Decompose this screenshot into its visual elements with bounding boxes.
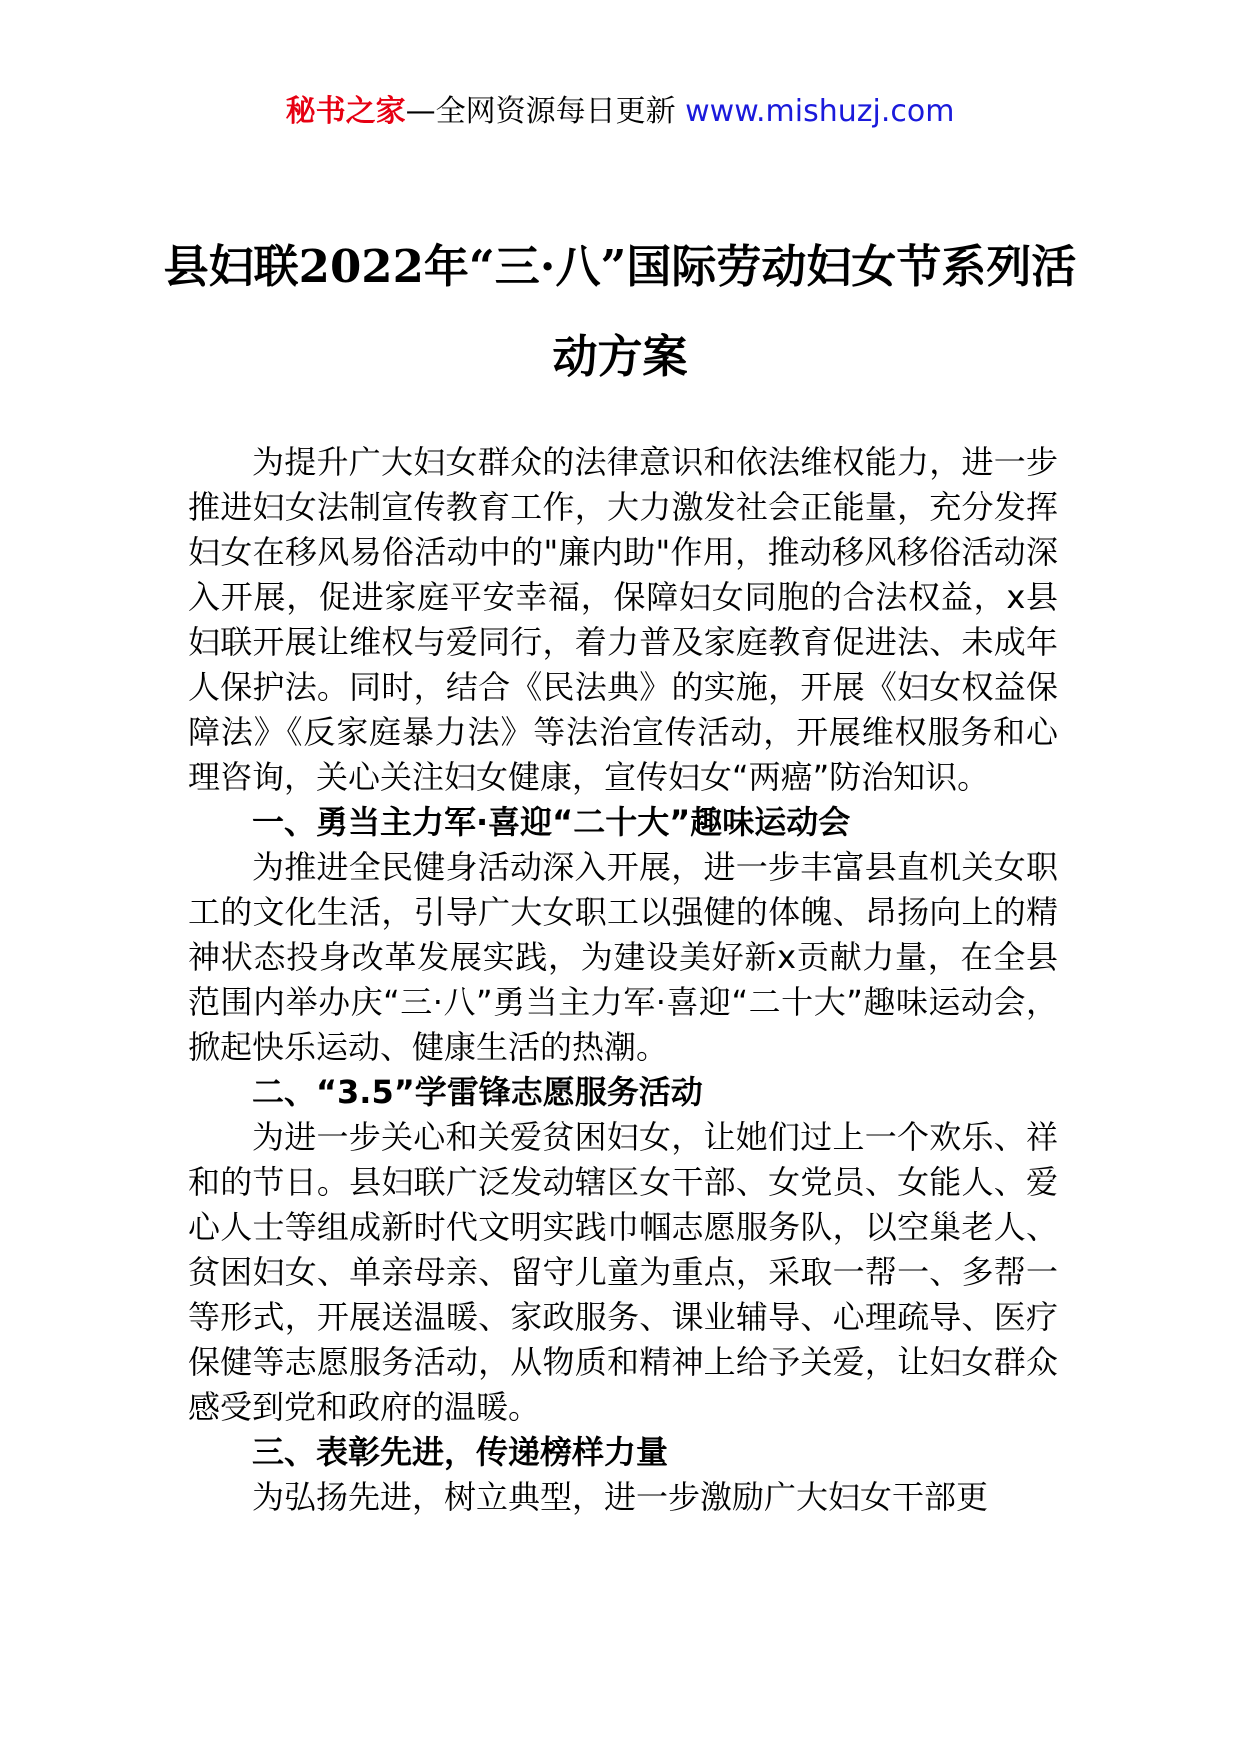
document-body — [188, 440, 1058, 1520]
header-slogan: —全网资源每日更新 — [405, 94, 676, 129]
section-text-1: 为推进全民健身活动深入开展，进一步丰富县直机关女职工的文化生活，引导广大女职工以强健的体魄、昂扬向上的精神状态投身改革发展实践，为建设美好新x贡献力量，在全县范围内举办庆“三·八”勇当主力军·喜迎“二十大”趣味运动会，掀起快乐运动、健康生活的热潮。 — [188, 848, 1058, 1066]
intro-paragraph: 为提升广大妇女群众的法律意识和依法维权能力，进一步推进妇女法制宣传教育工作，大力激发社会正能量，充分发挥妇女在移风易俗活动中的"廉内助"作用，推动移风移俗活动深入开展，促进家庭平安幸福，保障妇女同胞的合法权益，x县妇联开展让维权与爱同行，着力普及家庭教育促进法、未成年人保护法。同时，结合《民法典》的实施，开展《妇女权益保障法》《反家庭暴力法》等法治宣传活动，开展维权服务和心理咨询，关心关注妇女健康，宣传妇女“两癌”防治知识。 — [188, 443, 1058, 796]
section-text-2: 为进一步关心和关爱贫困妇女，让她们过上一个欢乐、祥和的节日。县妇联广泛发动辖区女干部、女党员、女能人、爱心人士等组成新时代文明实践巾帼志愿服务队，以空巢老人、贫困妇女、单亲母亲、留守儿童为重点，采取一帮一、多帮一等形式，开展送温暖、家政服务、课业辅导、心理疏导、医疗保健等志愿服务活动，从物质和精神上给予关爱，让妇女群众感受到党和政府的温暖。 — [188, 1118, 1058, 1426]
document-title: 县妇联2022年“三·八”国际劳动妇女节系列活动方案 — [163, 240, 1077, 383]
section-heading-2: 二、“3.5”学雷锋志愿服务活动 — [252, 1073, 703, 1111]
section-text-3: 为弘扬先进，树立典型，进一步激励广大妇女干部更 — [252, 1478, 989, 1516]
brand-name: 秘书之家 — [285, 94, 406, 129]
section-heading-1: 一、勇当主力军·喜迎“二十大”趣味运动会 — [252, 803, 851, 841]
site-header — [0, 92, 1240, 132]
section-heading-3: 三、表彰先进，传递榜样力量 — [252, 1433, 669, 1471]
site-url[interactable]: www.mishuzj.com — [685, 94, 955, 129]
